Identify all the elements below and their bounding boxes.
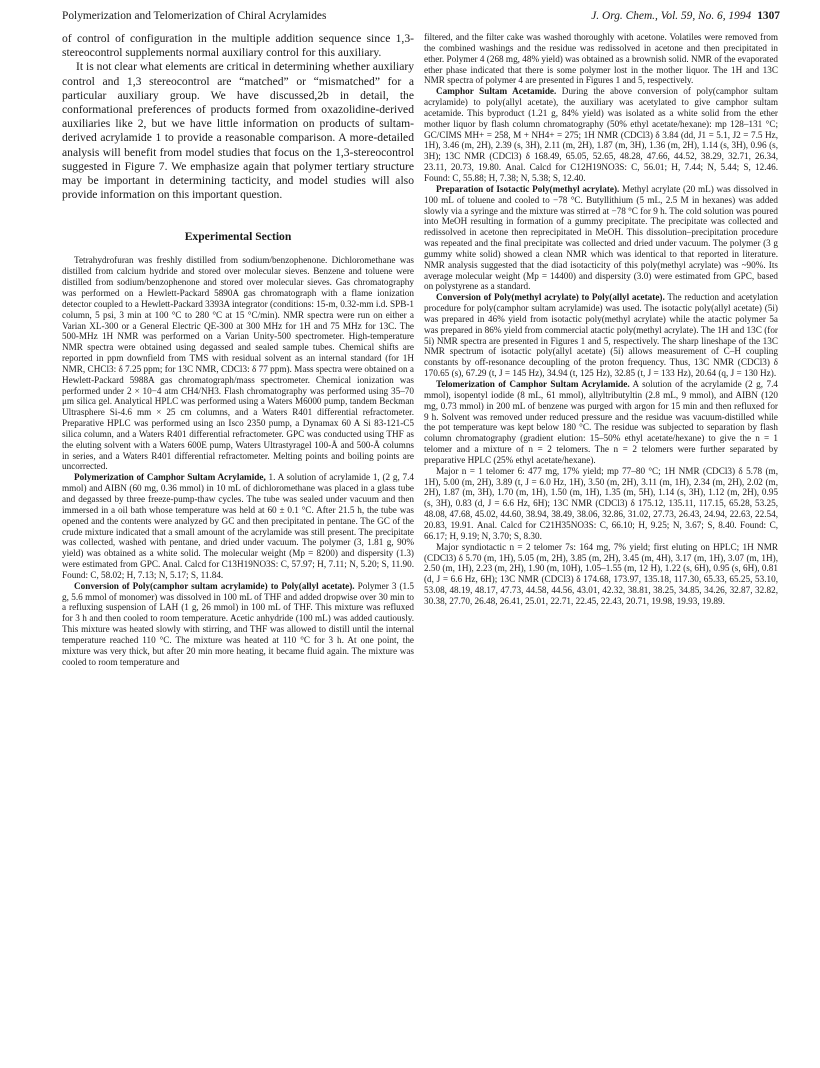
intro-block [62,32,414,202]
pmma-heading: Preparation of Isotactic Poly(methyl acrylate). [436,183,620,194]
conversion-paragraph [62,581,414,668]
conversion-heading: Conversion of Poly(camphor sultam acrylamide) to Poly(allyl acetate). [74,580,355,591]
pmma-paragraph [424,184,778,292]
pmma-body: Methyl acrylate (20 mL) was dissolved in 100 mL of toluene and cooled to −78 °C. Butyllithium (5 mL, 2.5 M in hexanes) was added slowly via a syringe and the mixture was stirred at −78 °C for 9 h. The cold solution was poured into MeOH resulting in formation of a gummy precipitate. The precipitate was collected and redissolved in acetone then reprecipitated in MeOH. This dissolution–precipitation procedure was repeated and the final precipitate was collected and dried under vacuum. The polymer (3 g gummy white solid) showed a clean NMR which was identical to that reported in literature. NMR analysis suggested that the diad isotacticity of this poly(methyl acrylate) was ~90%. Its average molecular weight (Mp = 14400) and dispersity (3.0) were estimated from GPC, based on polystyrene as a standard. [424,183,778,292]
sultam-body: During the above conversion of poly(camphor sultam acrylamide) to poly(allyl acetate), the auxiliary was acetylated to give camphor sultam acetamide. This byproduct (1.21 g, 84% yield) was isolated as a white solid from the ether mother liquor by flash column chromatography (50% ethyl acetate/hexane): mp 128–131 °C; GC/CIMS MH+ = 258, M + NH4+ = 275; 1H NMR (CDCl3) δ 3.84 (dd, J1 = 5.1, J2 = 7.5 Hz, 1H), 3.46 (m, 2H), 2.39 (s, 3H), 2.11 (m, 2H), 1.87 (m, 3H), 1.36 (m, 2H), 1.14 (s, 3H), 0.96 (s, 3H); 13C NMR (CDCl3) δ 168.49, 65.05, 52.65, 48.28, 47.66, 44.52, 38.29, 32.71, 26.34, 23.11, 20.73, 19.80. Anal. Calcd for C12H19NO3S: C, 56.01; H, 7.44; N, 5.44; S, 12.46. Found: C, 55.88; H, 7.38; N, 5.38; S, 12.40. [424,86,778,183]
running-title: Polymerization and Telomerization of Chiral Acrylamides [62,10,327,22]
right-column [424,32,778,607]
conversion2-paragraph [424,292,778,379]
intro-paragraph-1: of control of configuration in the multiple addition sequence since 1,3-stereocontrol supplements normal auxiliary control for this auxiliary. [62,32,414,60]
journal-name: J. Org. Chem., Vol. 59, No. 6, 1994 [591,10,752,22]
telomer-6-paragraph: Major n = 1 telomer 6: 477 mg, 17% yield; mp 77–80 °C; 1H NMR (CDCl3) δ 5.78 (m, 1H), 5.00 (m, 2H), 3.89 (t, J = 6.0 Hz, 1H), 3.50 (m, 2H), 3.11 (m, 1H), 2.34 (m, 2H), 2.02 (m, 2H), 1.87 (m, 3H), 1.70 (m, 1H), 1.50 (m, 1H), 1.35 (m, 5H), 1.14 (s, 3H), 1.12 (m, 2H), 0.95 (s, 3H), 0.83 (d, J = 6.6 Hz, 6H); 13C NMR (CDCl3) δ 175.12, 135.11, 117.15, 65.28, 53.25, 48.08, 47.68, 45.02, 44.60, 38.94, 38.49, 38.06, 32.86, 31.02, 27.73, 26.43, 24.94, 22.63, 22.54, 20.83, 19.91. Anal. Calcd for C21H35NO3S: C, 66.10; H, 9.25; N, 3.67; S, 8.40. Found: C, 66.17; H, 9.19; N, 3.70; S, 8.30. [424,465,778,541]
conversion2-heading: Conversion of Poly(methyl acrylate) to Poly(allyl acetate). [436,292,665,303]
left-column [62,32,414,668]
general-methods: Tetrahydrofuran was freshly distilled from sodium/benzophenone. Dichloromethane was distilled from calcium hydride and stored over molecular sieves. Benzene and toluene were distilled from sodium/benzophenone and stored over molecular sieves. Gas chromatography was performed on a Hewlett-Packard 5890A gas chromatograph with a flame ionization detector coupled to a Hewlett-Packard 3393A integrator (conditions: 15-m, 0.32-mm i.d. SPB-1 column, 5 psi, 3 min at 100 °C to 280 °C at 15 °C/min). NMR spectra were run on either a Varian XL-300 or a General Electric QE-300 at 300 MHz for 1H and 75 MHz for 13C. The 500-MHz 1H NMR was performed on a Varian Unity-500 spectrometer. High-temperature NMR spectra were obtained using degassed and sealed sample tubes. Chemical shifts are reported in ppm downfield from TMS with residual solvent as an internal standard (for 1H NMR, CHCl3: δ 7.25 ppm; for 13C NMR, CDCl3: δ 77 ppm). Mass spectra were obtained on a Hewlett-Packard 5988A gas chromatograph/mass spectrometer. Chemical ionization was performed under 2 × 10−4 atm CH4/NH3. Flash chromatography was performed using 35–70 μm silica gel. Analytical HPLC was performed using a Waters M6000 pump, tandem Beckman Ultrasphere Si-4.6 mm × 25 cm columns, and a Waters R401 differential refractometer. Preparative HPLC was performed using an Isco 2350 pump, a Dynamax 60 A Si 83-121-C5 silica column, and a Waters R401 differential refractometer. GPC was conducted using THF as the eluting solvent with a Waters 600E pump, Waters Ultrastyragel 100-Å and 500-Å columns in series, and a Waters R401 differential refractometer. Melting points and boiling points are uncorrected. [62,255,414,472]
page-number: 1307 [757,10,780,22]
intro-paragraph-2: It is not clear what elements are critical in determining whether auxiliary control and 1,3 stereocontrol are “matched” or “mismatched” for a particular auxiliary group. We have discussed,2b in detail, the conformational preferences of products formed from oxazolidine-derived auxiliaries like 2, but we have little information on products of sultam-derived acrylamide 1 to provide a reasonable comparison. A more-detailed analysis will benefit from model studies that focus on the 1,3-stereocontrol suggested in Figure 7. We emphasize again that polymer tertiary structure may be important in determining tacticity, and model studies will also provide information on this important question. [62,60,414,202]
section-title: Experimental Section [184,230,292,244]
conversion2-body: The reduction and acetylation procedure for poly(camphor sultam acrylamide) was used. The isotactic poly(allyl acetate) (5i) was prepared in 46% yield from isotactic poly(methyl acrylate) while the atactic polymer 5a was prepared in 86% yield from commercial atactic poly(methyl acrylate). The 1H and 13C (for 5i) NMR spectra are presented in Figures 1 and 5, respectively. The sharp lineshape of the 13C NMR spectrum of isotactic poly(allyl acetate) (5i) allows measurement of C–H coupling constants by off-resonance decoupling of the proton frequency. Thus, 13C NMR (CDCl3) δ 170.65 (s), 67.29 (t, J = 145 Hz), 34.94 (t, 125 Hz), 32.85 (t, J = 133 Hz), 20.64 (q, J = 130 Hz). [424,292,778,379]
telomerization-heading: Telomerization of Camphor Sultam Acrylamide. [436,379,630,389]
experimental-right [424,32,778,607]
experimental-left [62,255,414,667]
telomerization-paragraph [424,379,778,466]
conversion-continued: filtered, and the filter cake was washed thoroughly with acetone. Volatiles were removed from the combined washings and the residue was redissolved in acetone and then precipitated in ether. Polymer 4 (268 mg, 48% yield) was obtained as a brownish solid. NMR of the evaporated ether phase indicated that there is some polymer lost in the mother liquor. The 1H and 13C NMR spectra of polymer 4 are presented in Figures 1 and 5, respectively. [424,32,778,86]
running-header [62,10,780,28]
polymerization-heading: Polymerization of Camphor Sultam Acrylamide, [74,472,266,483]
polymerization-body: 1. A solution of acrylamide 1, (2 g, 7.4 mmol) and AIBN (60 mg, 0.36 mmol) in 10 mL of dichloromethane was placed in a glass tube and degassed by three freeze-pump-thaw cycles. The tube was sealed under vacuum and then immersed in a oil bath whose temperature was held at 60 ± 0.1 °C. After 21.5 h, the tube was opened and the contents were analyzed by GC and then precipitated in pentane. The GC of the crude mixture indicated that a small amount of the acrylamide was still present. The precipitate was collected, washed with pentane, and dried under vacuum. The polymer (3, 1.81 g, 90% yield) was obtained as a white solid. The molecular weight (Mp = 8200) and dispersity (1.3) were estimated from GPC. Anal. Calcd for C13H19NO3S: C, 57.97; H, 7.11; N, 5.20; S, 11.90. Found: C, 58.02; H, 7.13; N, 5.17; S, 11.84. [62,472,414,580]
conversion-body: Polymer 3 (1.5 g, 5.6 mmol of monomer) was dissolved in 100 mL of THF and added dropwise over 30 min to a refluxing suspension of LAH (1 g, 26 mmol) in 100 mL of THF. This mixture was refluxed for 3 h and then cooled to room temperature. Acetic anhydride (100 mL) was added cautiously. This mixture was heated slowly with stirring, and THF was allowed to distill until the internal temperature reached 110 °C. The mixture was heated at 110 °C for 3 h. At one point, the mixture was very thick, but after 20 min more heating, it became fluid again. The mixture was cooled to room temperature and [62,580,414,667]
polymerization-paragraph [62,472,414,580]
telomer-7s-paragraph: Major syndiotactic n = 2 telomer 7s: 164 mg, 7% yield; first eluting on HPLC; 1H NMR (CDCl3) δ 5.70 (m, 1H), 5.05 (m, 2H), 3.85 (m, 2H), 3.45 (m, 4H), 3.17 (m, 1H), 3.07 (m, 1H), 2.50 (m, 1H), 2.23 (m, 2H), 1.90 (m, 10H), 1.05–1.55 (m, 12 H), 1.22 (s, 6H), 0.95 (s, 6H), 0.81 (d, J = 6.6 Hz, 6H); 13C NMR (CDCl3) δ 174.68, 173.97, 135.18, 117.30, 65.33, 65.25, 53.10, 53.08, 48.19, 48.17, 47.73, 44.58, 44.56, 43.01, 42.32, 38.81, 38.25, 34.85, 34.26, 32.87, 32.82, 30.38, 27.70, 26.48, 26.41, 25.01, 22.71, 22.45, 22.43, 20.71, 19.98, 19.93, 19.89. [424,541,778,606]
journal-citation [591,10,780,22]
sultam-heading: Camphor Sultam Acetamide. [436,86,557,97]
telomerization-body: A solution of the acrylamide (2 g, 7.4 mmol), isopentyl iodide (8 mL, 61 mmol), allyltributyltin (2.8 mL, 9 mmol), and AIBN (120 mg, 0.73 mmol) in 200 mL of benzene was purged with argon for 15 min and then refluxed for 9 h. Solvent was removed under reduced pressure and the residue was vacuum-distilled while the pot temperature was kept below 180 °C. The residue was subjected to separation by flash column chromatography (gradient elution: 15–50% ethyl acetate/hexane) to give the n = 1 telomer and a mixture of n = 2 telomers. The n = 2 telomers were further separated by preparative HPLC (25% ethyl acetate/hexane). [424,379,778,465]
sultam-paragraph [424,86,778,184]
